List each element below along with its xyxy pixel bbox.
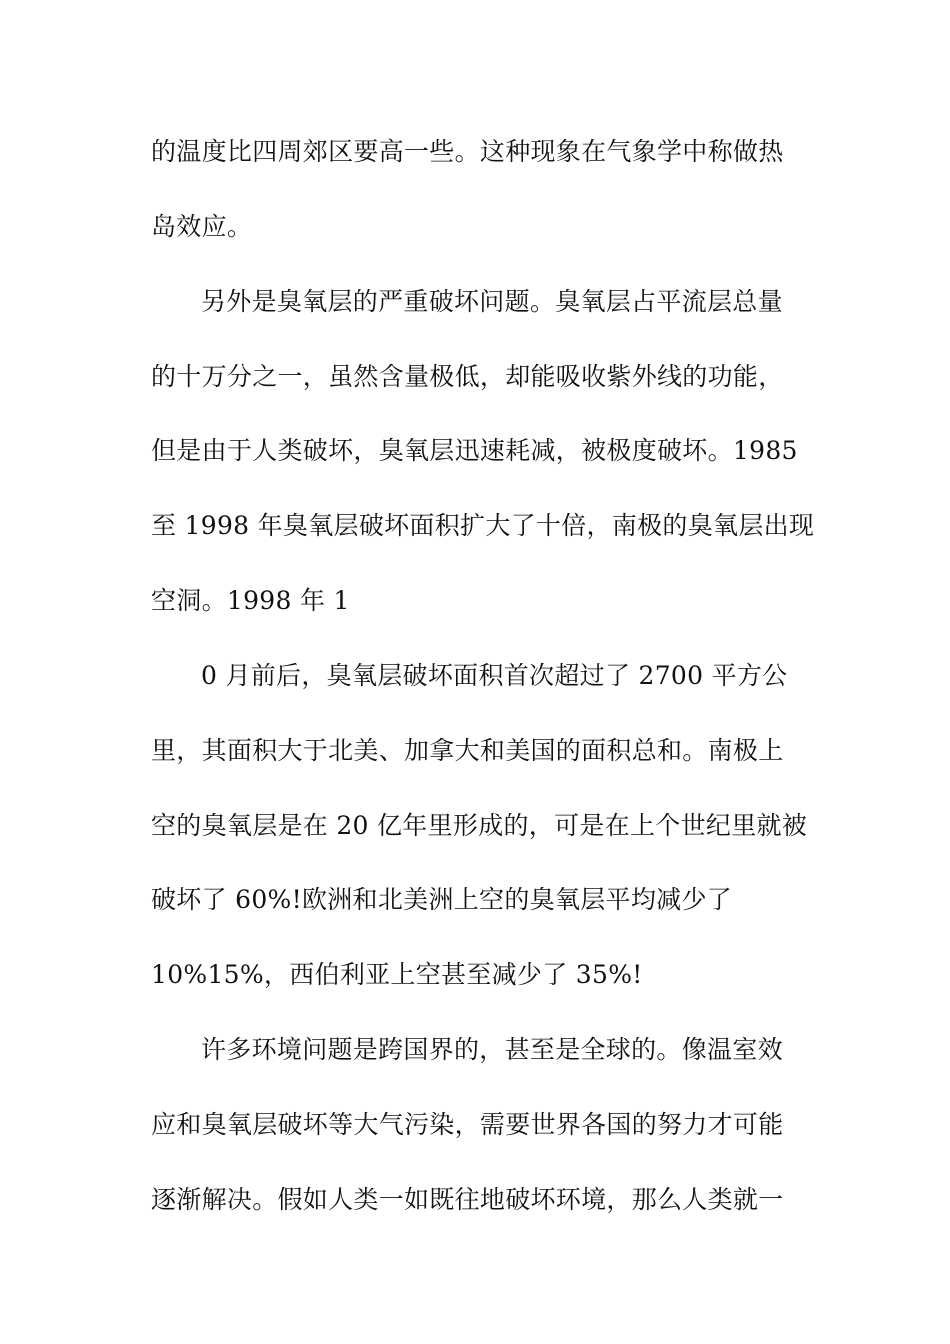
text-line: 的十万分之一，虽然含量极低，却能吸收紫外线的功能， — [151, 362, 784, 391]
text-line: 逐渐解决。假如人类一如既往地破坏环境，那么人类就一 — [151, 1185, 784, 1214]
text-line: 空洞。1998 年 1 — [151, 586, 350, 615]
text-line: 应和臭氧层破坏等大气污染，需要世界各国的努力才可能 — [151, 1110, 784, 1139]
text-line: 岛效应。 — [151, 212, 253, 241]
text-line: 空的臭氧层是在 20 亿年里形成的，可是在上个世纪里就被 — [151, 811, 808, 840]
paragraph-first-line: 0 月前后，臭氧层破坏面积首次超过了 2700 平方公 — [201, 661, 788, 690]
paragraph-first-line: 另外是臭氧层的严重破坏问题。臭氧层占平流层总量 — [201, 287, 783, 316]
text-line: 的温度比四周郊区要高一些。这种现象在气象学中称做热 — [151, 137, 784, 166]
text-line: 里，其面积大于北美、加拿大和美国的面积总和。南极上 — [151, 736, 784, 765]
text-line: 10%15%，西伯利亚上空甚至减少了 35%! — [151, 960, 643, 989]
text-line: 破坏了 60%!欧洲和北美洲上空的臭氧层平均减少了 — [151, 885, 733, 914]
text-line: 至 1998 年臭氧层破坏面积扩大了十倍，南极的臭氧层出现 — [151, 511, 815, 540]
text-line: 但是由于人类破坏，臭氧层迅速耗减，被极度破坏。1985 — [151, 436, 798, 465]
paragraph-first-line: 许多环境问题是跨国界的，甚至是全球的。像温室效 — [201, 1035, 783, 1064]
